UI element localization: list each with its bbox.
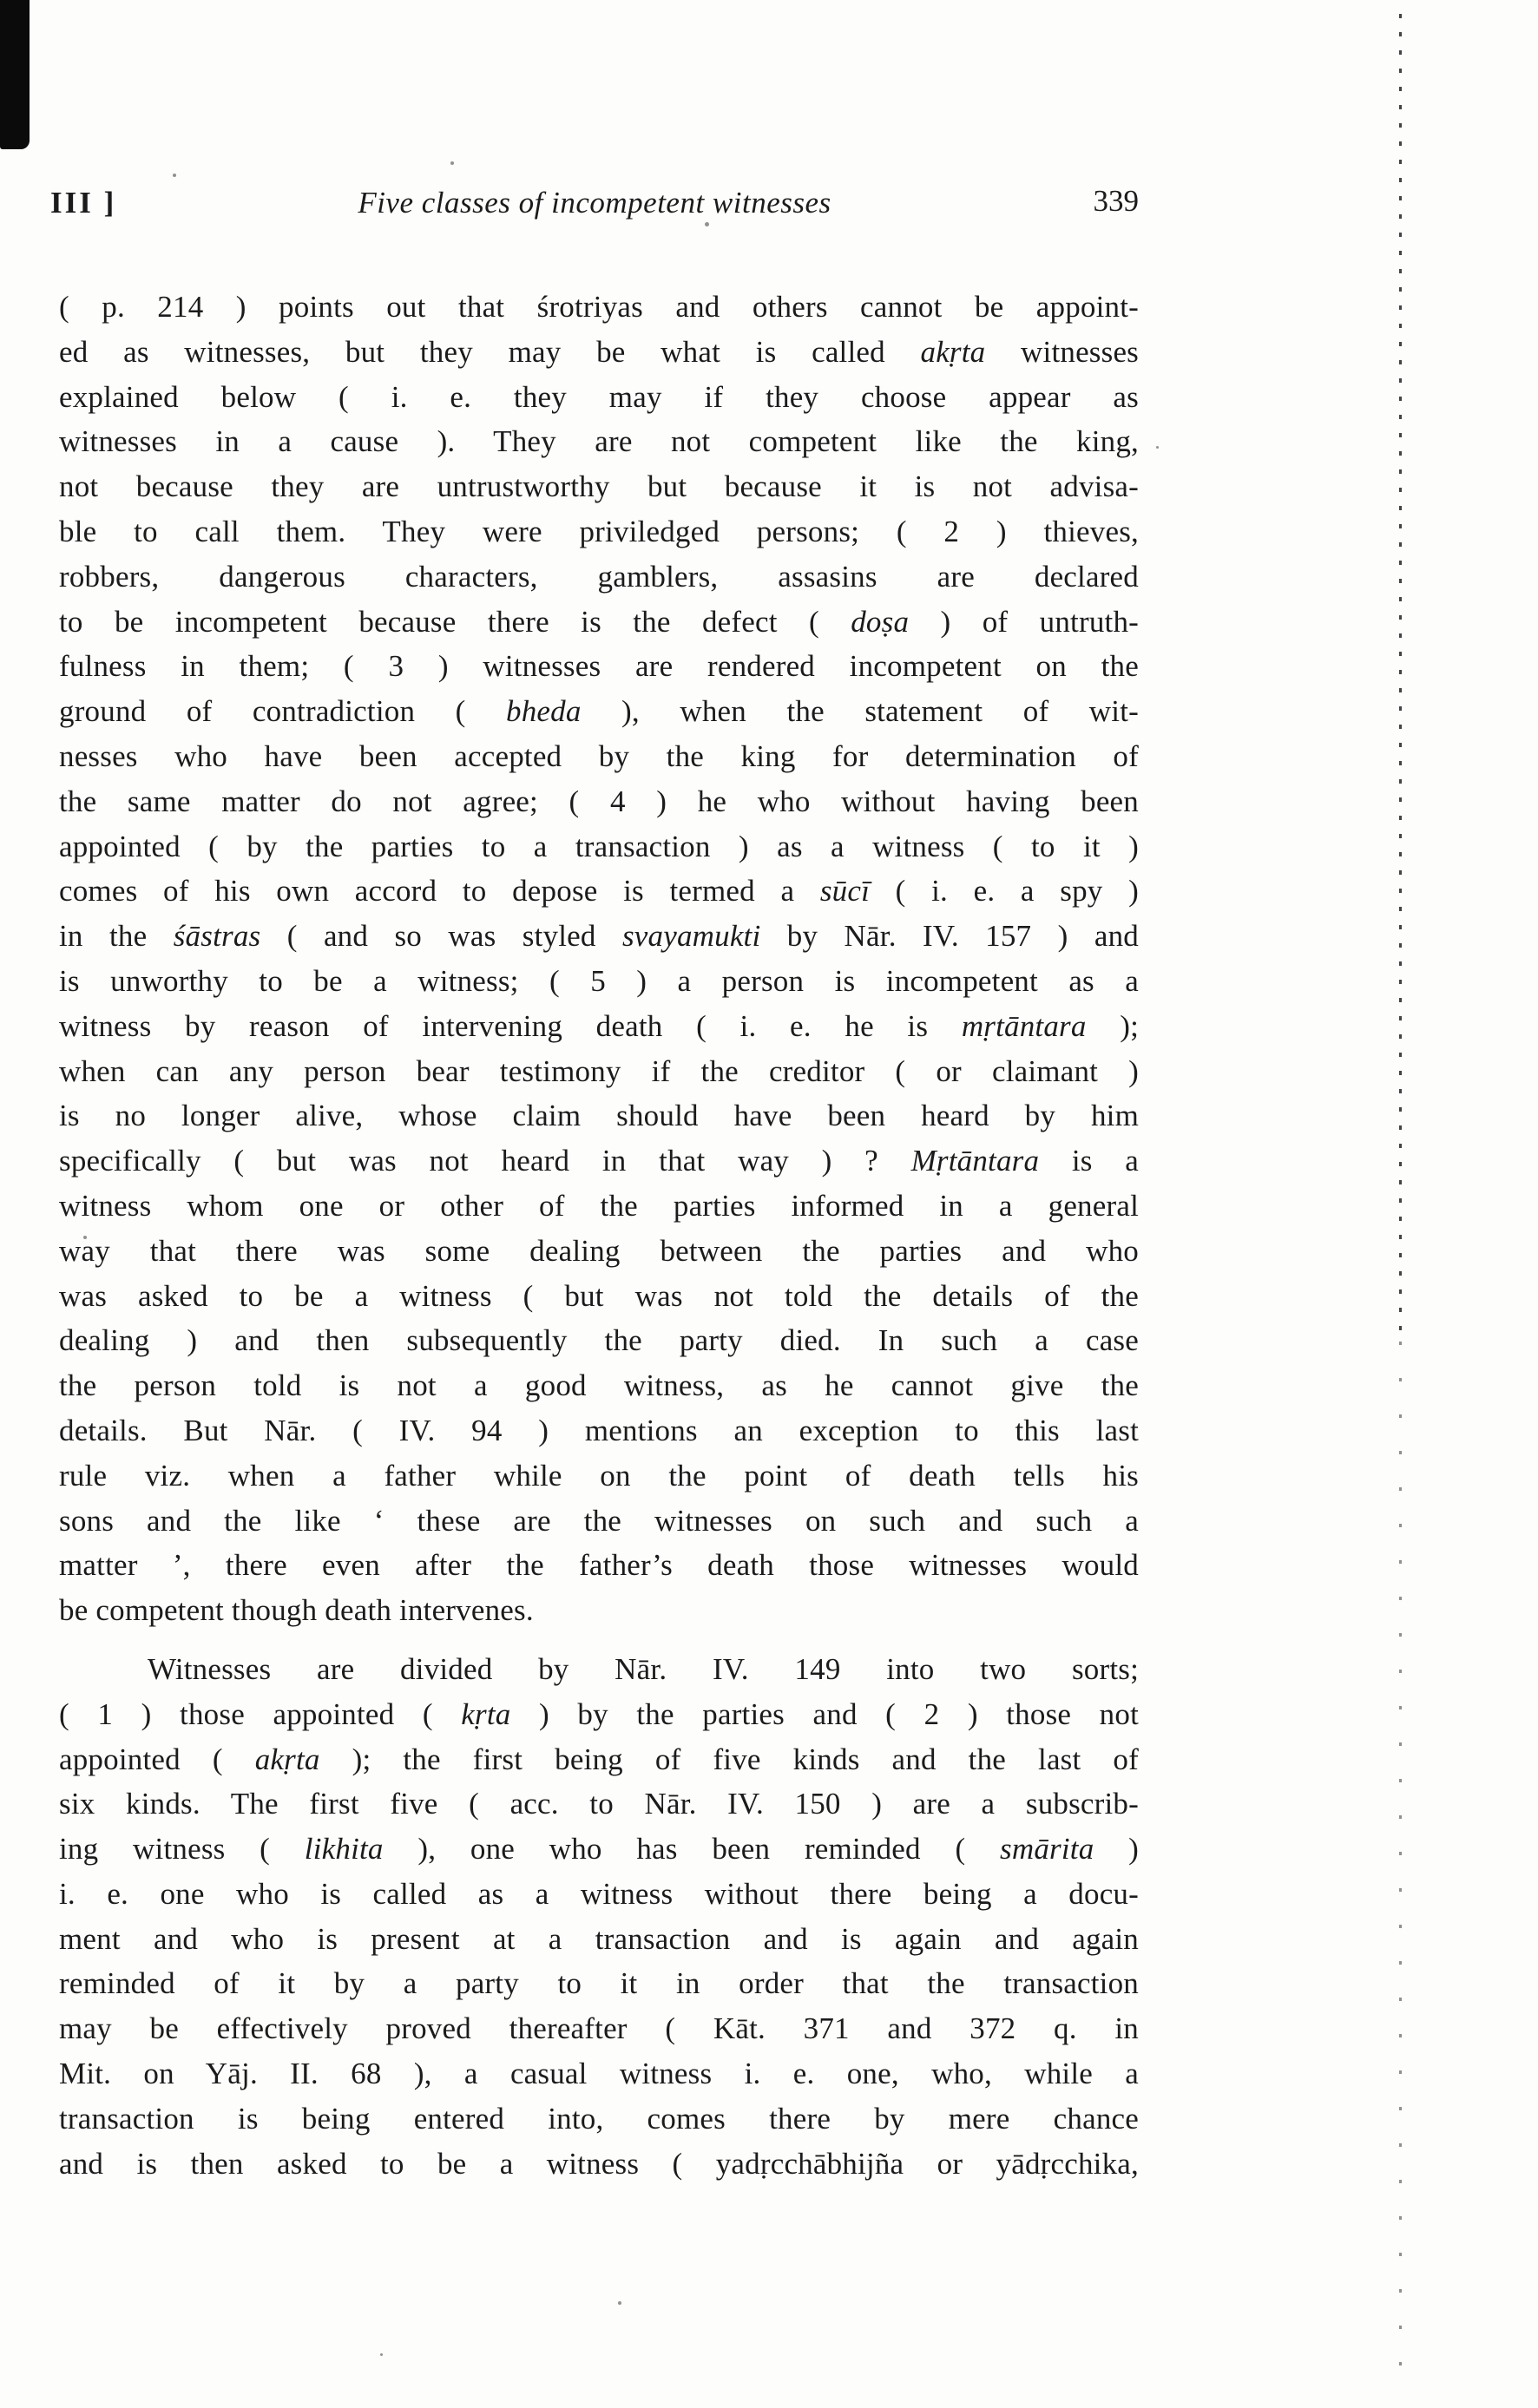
text-line: [59, 1692, 1139, 1737]
scan-artifact-corner: [0, 0, 30, 149]
text-line: [59, 600, 1139, 645]
text-line: [59, 644, 1139, 689]
italic-term: akṛta: [254, 1742, 320, 1776]
text-line: [59, 1917, 1139, 1962]
text-run: ble to call them. They were priviledged persons; ( 2 ) thieves,: [59, 514, 1139, 548]
text-line: [59, 869, 1139, 914]
text-run: ); the first being of five kinds and the last of: [319, 1742, 1139, 1776]
text-run: ground of contradiction (: [59, 694, 507, 729]
text-line: [59, 1499, 1139, 1544]
text-line: [59, 1827, 1139, 1872]
text-run: reminded of it by a party to it in order that the transaction: [59, 1966, 1139, 2001]
text-line: [59, 330, 1139, 375]
text-run: sons and the like ‘ these are the witnesses on such and such a: [59, 1503, 1139, 1538]
scan-speck: [450, 161, 454, 165]
text-line: [59, 1184, 1139, 1229]
text-line: [59, 1229, 1139, 1274]
running-title: Five classes of incompetent witnesses: [358, 186, 831, 220]
text-run: the same matter do not agree; ( 4 ) he who without having been: [59, 784, 1139, 818]
italic-term: mṛtāntara: [961, 1008, 1087, 1043]
italic-term: smārita: [1000, 1832, 1094, 1867]
text-run: the person told is not a good witness, as he cannot give the: [59, 1368, 1139, 1403]
text-run: way that there was some dealing between the parties and who: [59, 1233, 1139, 1268]
text-line: [59, 375, 1139, 420]
text-run: nesses who have been accepted by the king for determination of: [59, 738, 1139, 773]
text-run: rule viz. when a father while on the point of death tells his: [59, 1458, 1139, 1493]
text-run: appointed ( by the parties to a transaction ) as a witness ( to it ): [59, 829, 1139, 863]
text-run: witness by reason of intervening death ( i. e. he is: [59, 1008, 962, 1043]
text-run: ), when the statement of wit-: [581, 694, 1139, 729]
text-line: [59, 914, 1139, 959]
text-run: );: [1086, 1008, 1139, 1043]
text-run: Witnesses are divided by Nār. IV. 149 into two sorts;: [148, 1651, 1139, 1686]
italic-term: akṛta: [920, 334, 986, 369]
text-line: [59, 1872, 1139, 1917]
text-run: in the: [59, 919, 174, 954]
text-line: [59, 1737, 1139, 1782]
text-body: [59, 285, 1139, 2186]
text-run: ( p. 214 ) points out that śrotriyas and others cannot be appoint-: [59, 290, 1139, 324]
text-line: [59, 464, 1139, 509]
text-line: [59, 1408, 1139, 1453]
italic-term: bheda: [506, 694, 582, 729]
scan-speck: [1156, 446, 1159, 449]
text-line: [59, 1138, 1139, 1184]
italic-term: śāstras: [173, 919, 261, 954]
scan-artifact-page-edge: [1399, 14, 1402, 1342]
text-run: is a: [1039, 1144, 1140, 1178]
text-run: was asked to be a witness ( but was not told the details of the: [59, 1278, 1139, 1313]
text-line: [59, 1049, 1139, 1094]
text-line: [59, 1781, 1139, 1827]
text-line: [59, 419, 1139, 464]
chapter-marker: III ]: [50, 186, 117, 220]
text-run: may be effectively proved thereafter ( Kāt. 371 and 372 q. in: [59, 2011, 1139, 2046]
text-line: [59, 554, 1139, 600]
text-run: not because they are untrustworthy but because it is not advisa-: [59, 469, 1139, 504]
text-run: Mit. on Yāj. II. 68 ), a casual witness i. e. one, who, while a: [59, 2057, 1139, 2091]
italic-term: kṛta: [461, 1696, 511, 1731]
scan-artifact-page-edge: [1399, 1342, 1402, 2374]
text-run: when can any person bear testimony if the creditor ( or claimant ): [59, 1053, 1139, 1088]
text-run: fulness in them; ( 3 ) witnesses are rendered incompetent on the: [59, 649, 1139, 684]
text-line: [59, 959, 1139, 1004]
text-run: six kinds. The first five ( acc. to Nār. IV. 150 ) are a subscrib-: [59, 1787, 1139, 1821]
page-number: 339: [1093, 184, 1139, 218]
italic-term: sūcī: [819, 874, 871, 909]
text-run: ) of untruth-: [909, 604, 1139, 639]
text-line: [59, 824, 1139, 869]
text-run: ( 1 ) those appointed (: [59, 1696, 462, 1731]
text-line: [59, 509, 1139, 554]
text-run: details. But Nār. ( IV. 94 ) mentions an exception to this last: [59, 1413, 1139, 1447]
text-run: comes of his own accord to depose is termed a: [59, 874, 820, 909]
text-run: i. e. one who is called as a witness without there being a docu-: [59, 1876, 1139, 1911]
text-run: by Nār. IV. 157 ) and: [760, 919, 1140, 954]
text-line: [59, 1961, 1139, 2006]
text-line: [59, 1274, 1139, 1319]
text-run: witness whom one or other of the parties informed in a general: [59, 1188, 1139, 1223]
page-header: [50, 186, 1139, 227]
italic-term: doṣa: [851, 604, 910, 639]
text-run: ( and so was styled: [260, 919, 622, 954]
text-line: [59, 689, 1139, 734]
text-run: and is then asked to be a witness ( yadṛcchābhijña or yādṛcchika,: [59, 2146, 1139, 2181]
text-run: ): [1094, 1832, 1140, 1867]
text-run: ( i. e. a spy ): [870, 874, 1139, 909]
paragraph: [59, 1647, 1139, 2187]
scan-speck: [173, 174, 176, 177]
text-line: [59, 1363, 1139, 1408]
text-line: [59, 1453, 1139, 1499]
paragraph: [59, 285, 1139, 1633]
text-run: specifically ( but was not heard in that way ) ?: [59, 1144, 911, 1178]
text-run: ment and who is present at a transaction and is again and again: [59, 1921, 1139, 1956]
text-run: appointed (: [59, 1742, 255, 1776]
text-run: transaction is being entered into, comes there by mere chance: [59, 2101, 1139, 2136]
text-run: to be incompetent because there is the defect (: [59, 604, 851, 639]
text-line: [59, 1093, 1139, 1138]
text-run: is unworthy to be a witness; ( 5 ) a person is incompetent as a: [59, 963, 1139, 998]
text-run: ed as witnesses, but they may be what is called: [59, 334, 921, 369]
text-run: witnesses in a cause ). They are not competent like the king,: [59, 424, 1139, 459]
text-line: [59, 2051, 1139, 2096]
text-run: be competent though death intervenes.: [59, 1593, 534, 1628]
text-run: dealing ) and then subsequently the party died. In such a case: [59, 1323, 1139, 1358]
text-line: [59, 2096, 1139, 2142]
italic-term: svayamukti: [621, 919, 761, 954]
text-run: witnesses: [985, 334, 1140, 369]
text-line: [59, 2142, 1139, 2187]
scan-speck: [380, 2353, 383, 2356]
text-line: [59, 1588, 1139, 1633]
text-line: [59, 1004, 1139, 1049]
text-run: robbers, dangerous characters, gamblers, assasins are declared: [59, 559, 1139, 594]
italic-term: Mṛtāntara: [910, 1144, 1040, 1178]
text-line: [59, 734, 1139, 779]
text-line: [59, 779, 1139, 824]
text-run: ), one who has been reminded (: [383, 1832, 1001, 1867]
text-run: explained below ( i. e. they may if they choose appear as: [59, 379, 1139, 414]
text-run: is no longer alive, whose claim should have been heard by him: [59, 1099, 1139, 1133]
text-line: [59, 1318, 1139, 1363]
text-run: ) by the parties and ( 2 ) those not: [510, 1696, 1139, 1731]
text-line: [59, 1543, 1139, 1588]
italic-term: likhita: [304, 1832, 384, 1867]
text-line: [59, 2006, 1139, 2051]
text-line: [59, 1647, 1139, 1692]
scan-speck: [618, 2301, 621, 2305]
text-line: [59, 285, 1139, 330]
text-run: matter ’, there even after the father’s death those witnesses would: [59, 1548, 1139, 1583]
text-run: ing witness (: [59, 1832, 305, 1867]
